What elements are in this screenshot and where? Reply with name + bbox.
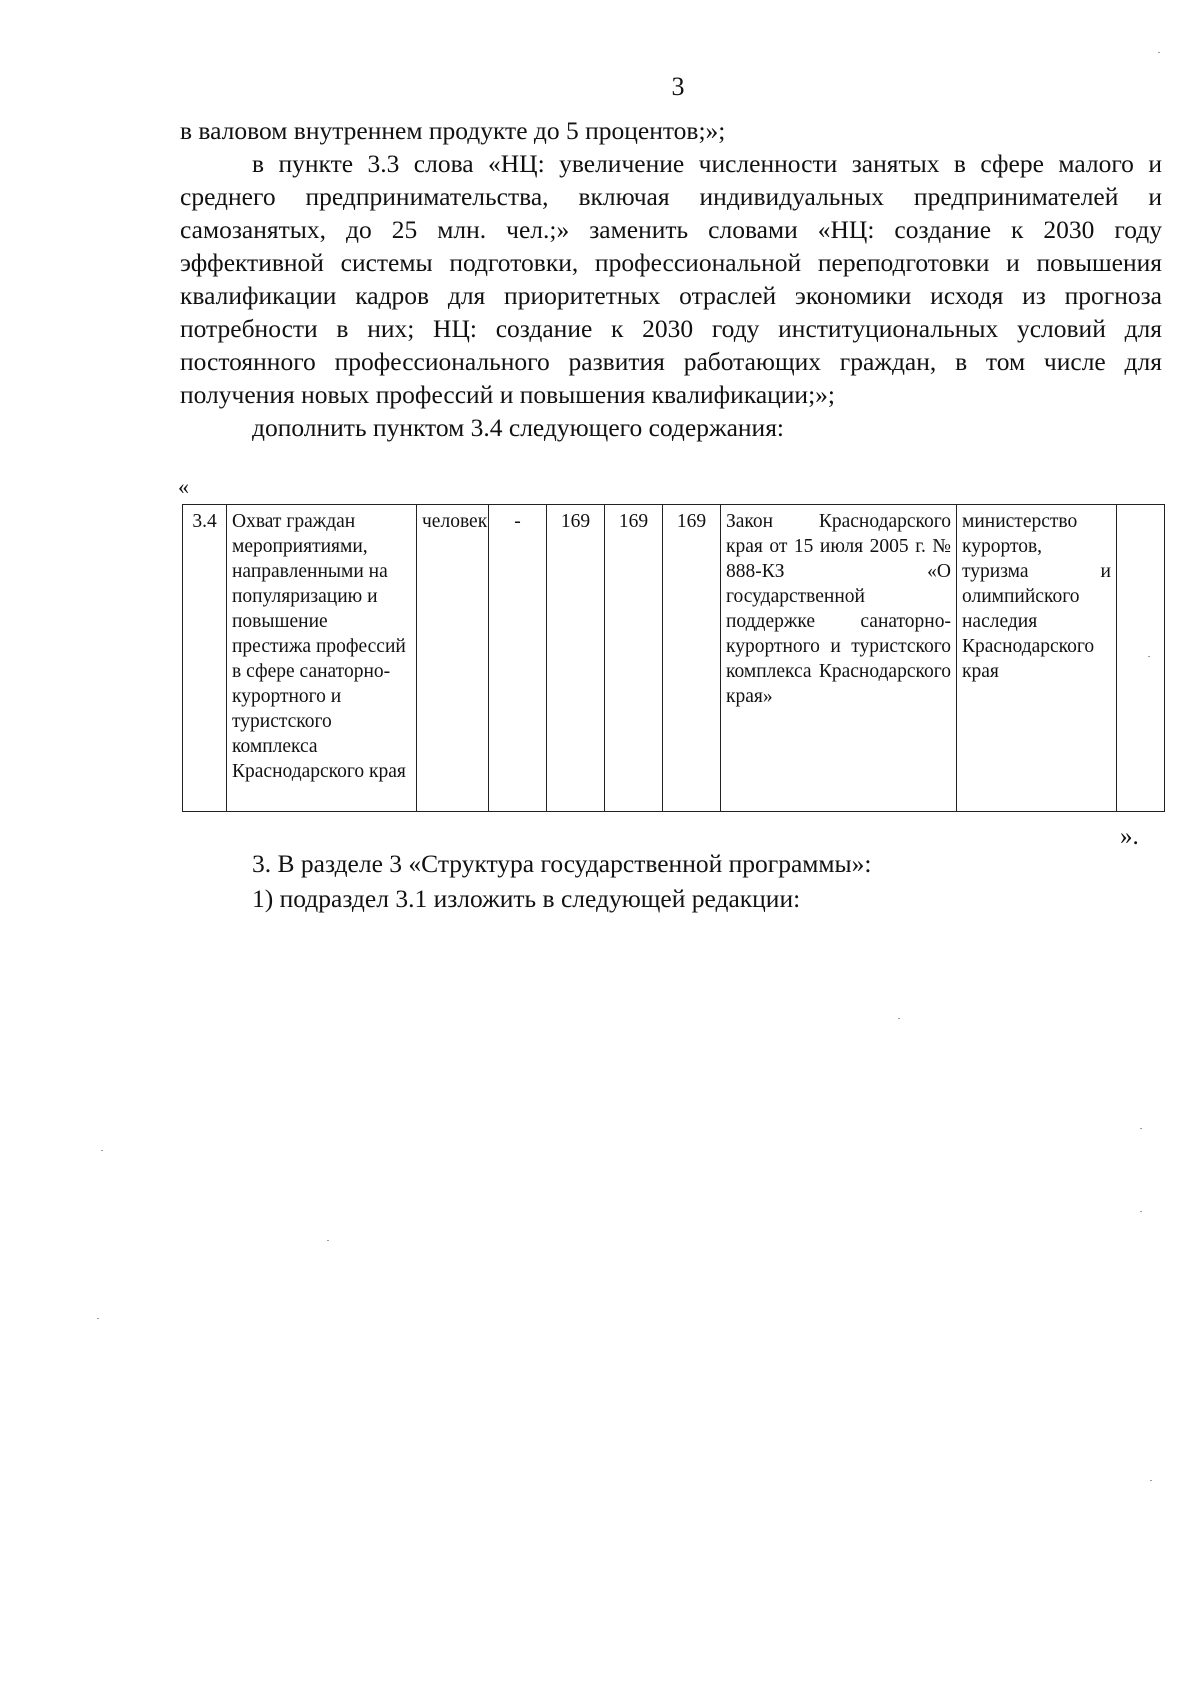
cell-basis: Закон Краснодарского края от 15 июля 2005 г. № 888-КЗ «О государственной поддержке санаторно-курортного и туристского комплекса Краснодарского края»: [721, 505, 957, 812]
section-instructions: [252, 846, 1152, 916]
scan-speck: [1140, 1128, 1142, 1129]
paragraph-amendment-3-3: в пункте 3.3 слова «НЦ: увеличение численности занятых в сфере малого и среднего предпринимательства, включая индивидуальных предпринимателей и самозанятых, до 25 млн. чел.;» заменить словами «НЦ: создание к 2030 году эффективной системы подготовки, профессиональной переподготовки и повышения квалификации кадров для приоритетных отраслей экономики исходя из прогноза потребности в них; НЦ: создание к 2030 году институциональных условий для постоянного профессионального развития работающих граждан, в том числе для получения новых профессий и повышения квалификации;»;: [180, 149, 1162, 409]
scan-speck: [327, 1240, 329, 1241]
cell-number: 3.4: [183, 505, 227, 812]
indicator-table-wrapper: [182, 504, 1164, 812]
cell-unit: человек: [417, 505, 489, 812]
section-item-3: 3. В разделе 3 «Структура государственной программы»:: [252, 849, 872, 878]
scan-speck: [1158, 52, 1160, 53]
cell-value-2: 169: [605, 505, 663, 812]
cell-value-3: 169: [663, 505, 721, 812]
cell-extra: [1117, 505, 1165, 812]
cell-value-1: 169: [547, 505, 605, 812]
scan-speck: [101, 1150, 103, 1151]
table-row: [183, 505, 1165, 812]
scan-speck: [97, 1318, 99, 1319]
paragraph-continuation: в валовом внутреннем продукте до 5 процентов;»;: [180, 116, 726, 145]
opening-quote: «: [178, 474, 189, 499]
section-subitem-1: 1) подраздел 3.1 изложить в следующей редакции:: [252, 884, 801, 913]
page-number: 3: [671, 72, 685, 101]
closing-quote: ».: [1120, 823, 1139, 850]
cell-responsible: министерство курортов, туризма и олимпийского наследия Краснодарского края: [957, 505, 1117, 812]
scan-speck: [1148, 656, 1150, 657]
cell-base-value: -: [489, 505, 547, 812]
scan-speck: [898, 1018, 900, 1019]
scan-speck: [1140, 1211, 1142, 1212]
indicator-table: [182, 504, 1165, 812]
scan-speck: [1150, 1480, 1152, 1481]
cell-indicator: Охват граждан мероприятиями, направленными на популяризацию и повышение престижа профессий в сфере санаторно-курортного и туристского комплекса Краснодарского края: [227, 505, 417, 812]
paragraph-add-3-4: дополнить пунктом 3.4 следующего содержания:: [252, 413, 785, 442]
body-text: [180, 114, 1162, 444]
